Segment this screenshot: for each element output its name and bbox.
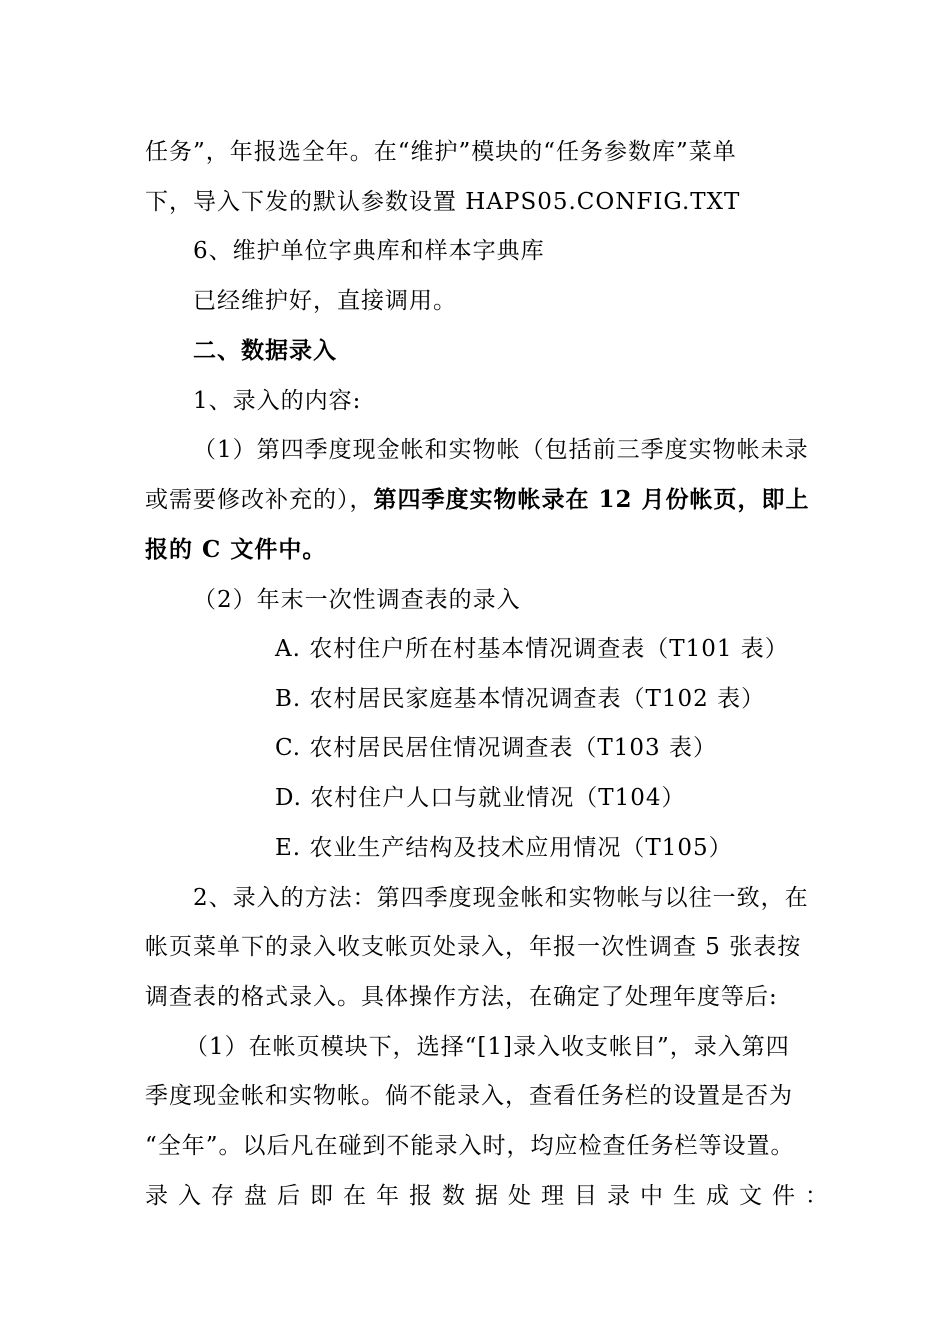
survey-item: A. 农村住户所在村基本情况调查表（T101 表） (275, 636, 789, 662)
paragraph-line: （1）在帐页模块下，选择“[1]录入收支帐目”，录入第四 (185, 1034, 790, 1060)
paragraph-line (145, 485, 810, 515)
paragraph-line: 已经维护好，直接调用。 (193, 288, 457, 314)
paragraph-line: 季度现金帐和实物帐。倘不能录入，查看任务栏的设置是否为 (145, 1083, 793, 1109)
subsection-heading: （2）年末一次性调查表的录入 (193, 587, 521, 613)
paragraph-line: 任务”，年报选全年。在“维护”模块的“任务参数库”菜单 (145, 139, 737, 165)
survey-item: B. 农村居民家庭基本情况调查表（T102 表） (275, 686, 766, 712)
paragraph-line: 调查表的格式录入。具体操作方法，在确定了处理年度等后: (145, 984, 778, 1010)
paragraph-line: 录入存盘后即在年报数据处理目录中生成文件： (145, 1183, 838, 1209)
emphasized-text: 第四季度实物帐录在 12 月份帐页，即上 (373, 486, 810, 513)
section-title: 二、数据录入 (193, 337, 337, 364)
paragraph-line: 2、录入的方法：第四季度现金帐和实物帐与以往一致，在 (193, 885, 809, 911)
paragraph-line: “全年”。以后凡在碰到不能录入时，均应检查任务栏等设置。 (145, 1133, 795, 1159)
emphasized-text: 报的 C 文件中。 (145, 536, 327, 563)
survey-item: E. 农业生产结构及技术应用情况（T105） (275, 835, 733, 861)
list-item-heading: 6、维护单位字典库和样本字典库 (193, 238, 545, 264)
paragraph-line: 帐页菜单下的录入收支帐页处录入，年报一次性调查 5 张表按 (145, 934, 802, 960)
survey-item: D. 农村住户人口与就业情况（T104） (275, 785, 686, 811)
paragraph-line: （1）第四季度现金帐和实物帐（包括前三季度实物帐未录 (193, 437, 809, 463)
normal-text: 或需要修改补充的）， (145, 487, 374, 513)
paragraph-line: 下，导入下发的默认参数设置 HAPS05.CONFIG.TXT (145, 189, 741, 215)
subsection-heading: 1、录入的内容: (193, 388, 362, 414)
survey-item: C. 农村居民居住情况调查表（T103 表） (275, 735, 717, 761)
